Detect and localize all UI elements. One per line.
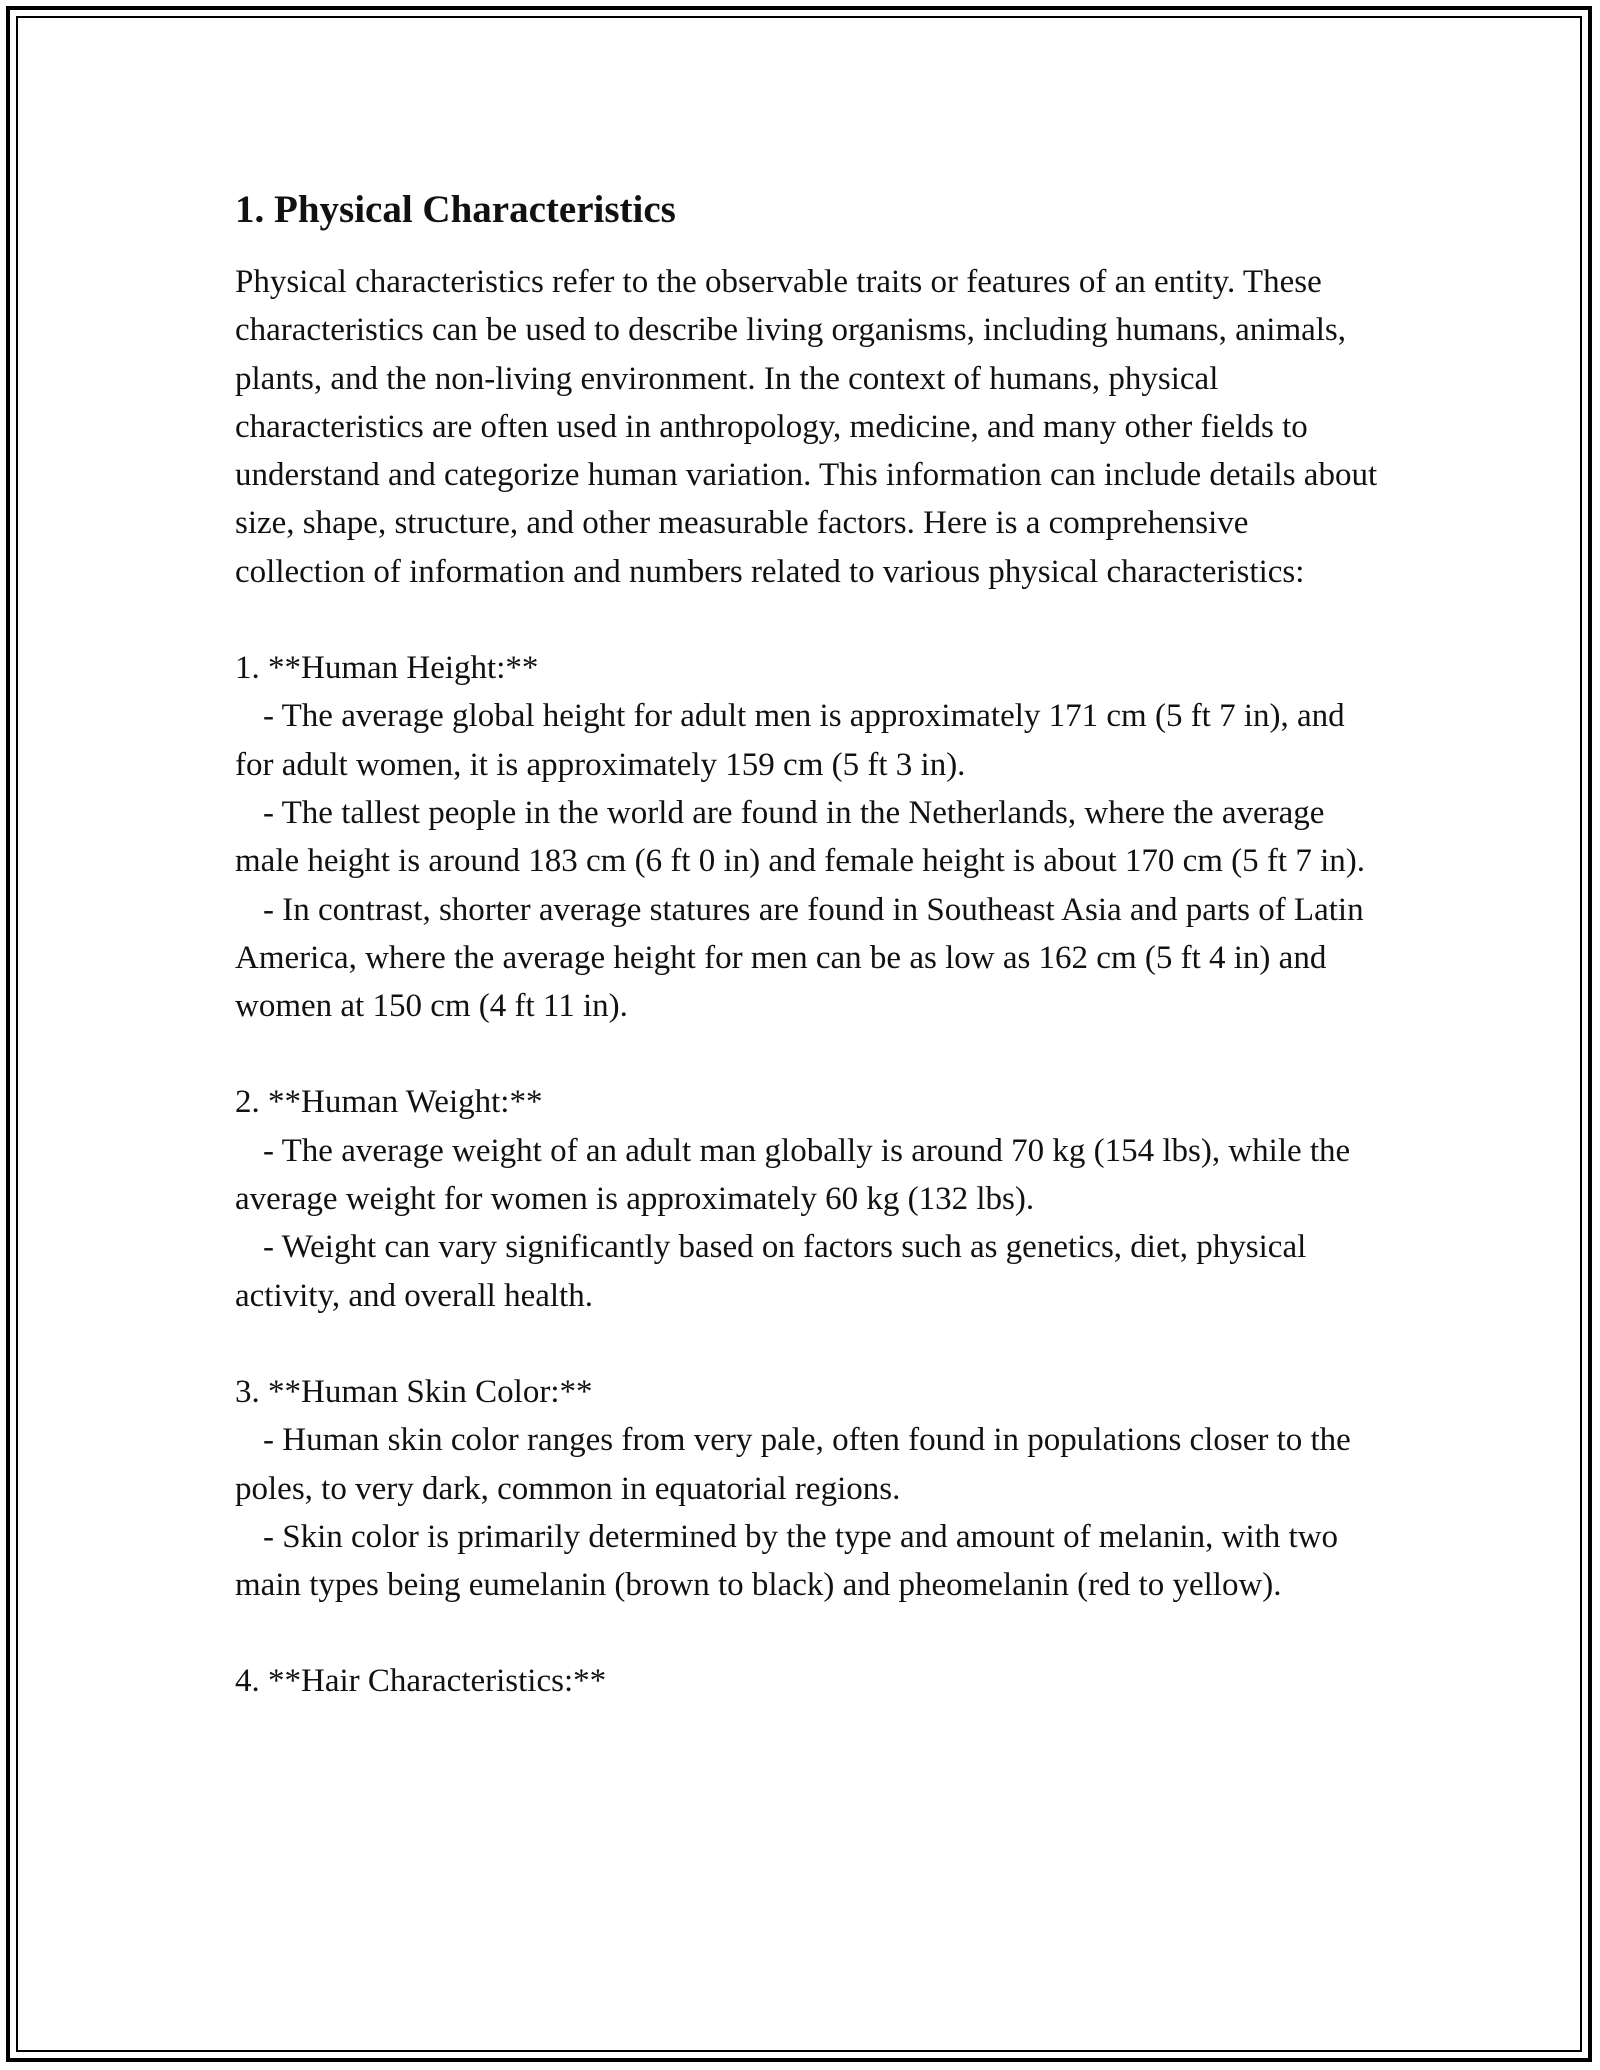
bullet-item [235, 1513, 1385, 1610]
bullet-text: - The average weight of an adult man globally is around 70 kg (154 lbs), while the average weight for women is approximately 60 kg (132 lbs). [235, 1132, 1351, 1218]
bullet-text: - In contrast, shorter average statures are found in Southeast Asia and parts of Latin America, where the average height for men can be as low as 162 cm (5 ft 4 in) and women at 150 cm (4 ft 11 in). [235, 891, 1364, 1025]
bullet-item [235, 1223, 1385, 1320]
section-human-skin-color [235, 1368, 1385, 1609]
section-title: 3. **Human Skin Color:** [235, 1373, 593, 1410]
bullet-text: - The tallest people in the world are found in the Netherlands, where the average male height is around 183 cm (6 ft 0 in) and female height is about 170 cm (5 ft 7 in). [235, 794, 1365, 880]
section-title: 2. **Human Weight:** [235, 1084, 543, 1121]
bullet-text: - Weight can vary significantly based on factors such as genetics, diet, physical activity, and overall health. [235, 1229, 1307, 1314]
bullet-text: - Skin color is primarily determined by the type and amount of melanin, with two main types being eumelanin (brown to black) and pheomelanin (red to yellow). [235, 1518, 1339, 1604]
bullet-item [235, 886, 1385, 1031]
bullet-item [235, 692, 1385, 789]
section-human-weight [235, 1078, 1385, 1319]
bullet-text: - Human skin color ranges from very pale, often found in populations closer to the poles, to very dark, common in equatorial regions. [235, 1422, 1351, 1507]
bullet-text: - The average global height for adult men is approximately 171 cm (5 ft 7 in), and for adult women, it is approximately 159 cm (5 ft 3 in). [235, 698, 1345, 783]
section-title: 4. **Hair Characteristics:** [235, 1663, 607, 1700]
bullet-item [235, 789, 1385, 886]
bullet-item [235, 1416, 1385, 1513]
section-human-height [235, 644, 1385, 1030]
bullet-item [235, 1127, 1385, 1224]
section-title: 1. **Human Height:** [235, 650, 539, 687]
page-title: 1. Physical Characteristics [235, 188, 676, 231]
section-hair-characteristics [235, 1657, 1385, 1705]
intro-paragraph: Physical characteristics refer to the observable traits or features of an entity. These characteristics can be used to describe living organisms, including humans, animals, plants, and the non-living environment. In the context of humans, physical characteristics are often used in anthropology, medicine, and many other fields to understand and categorize human variation. This information can include details about size, shape, structure, and other measurable factors. Here is a comprehensive collection of information and numbers related to various physical characteristics: [235, 264, 1386, 590]
document-body [235, 186, 1385, 1706]
